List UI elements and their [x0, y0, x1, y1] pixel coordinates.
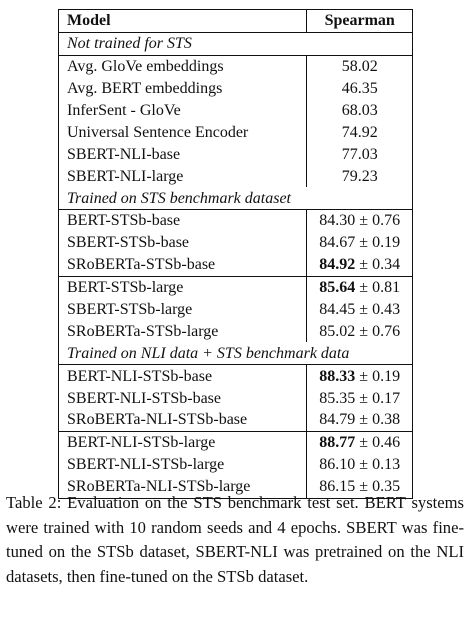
model-name-cell: Universal Sentence Encoder	[59, 121, 307, 143]
model-name-cell: BERT-NLI-STSb-large	[59, 431, 307, 453]
table-row	[59, 365, 413, 387]
table-row	[59, 100, 413, 122]
model-name-cell: SBERT-NLI-large	[59, 165, 307, 187]
score-value: 84.67	[319, 234, 356, 252]
model-name-cell: Avg. GloVe embeddings	[59, 55, 307, 77]
score-value: 85.64	[319, 279, 356, 297]
table-row	[59, 431, 413, 453]
section-header-row	[59, 187, 413, 209]
table-row	[59, 454, 413, 476]
score-value: 68.03	[341, 102, 378, 119]
score-value: 84.79	[319, 411, 356, 429]
spearman-score-cell	[307, 276, 413, 298]
score-value: 46.35	[341, 80, 378, 98]
table-header-row	[59, 10, 413, 33]
spearman-score-cell	[307, 365, 413, 387]
score-std-dev: ± 0.35	[355, 478, 401, 496]
model-name-cell: SBERT-NLI-STSb-base	[59, 387, 307, 409]
score-std-dev: ± 0.19	[355, 234, 401, 252]
section-title: Not trained for STS	[59, 32, 413, 55]
spearman-score-cell	[307, 143, 413, 165]
model-name-cell: SRoBERTa-STSb-base	[59, 254, 307, 276]
table-row	[59, 254, 413, 276]
model-name-cell: SRoBERTa-NLI-STSb-base	[59, 409, 307, 431]
score-value: 79.23	[341, 167, 378, 185]
score-value: 88.33	[319, 367, 356, 385]
table-row	[59, 78, 413, 100]
model-name-cell: InferSent - GloVe	[59, 100, 307, 122]
table-row	[59, 143, 413, 165]
spearman-score-cell	[307, 299, 413, 321]
spearman-score-cell	[307, 387, 413, 409]
spearman-score-cell	[307, 121, 413, 143]
table-row	[59, 276, 413, 298]
model-name-cell: SBERT-STSb-base	[59, 232, 307, 254]
score-value: 74.92	[341, 123, 378, 141]
table-body	[59, 32, 413, 498]
table-row	[59, 299, 413, 321]
results-table-container	[58, 9, 413, 499]
section-header-row	[59, 32, 413, 55]
table-caption: Table 2: Evaluation on the STS benchmark test set. BERT systems were trained with 10 random seeds and 4 epochs. SBERT was fine-tuned on the STSb dataset, SBERT-NLI was pretrained on the NLI datasets, then fine-tuned on the STSb dataset.	[6, 493, 464, 586]
spearman-score-cell	[307, 165, 413, 187]
table-row	[59, 210, 413, 232]
model-name-cell: SBERT-NLI-STSb-large	[59, 454, 307, 476]
table-row	[59, 165, 413, 187]
score-value: 85.02	[319, 322, 356, 340]
score-std-dev: ± 0.76	[355, 322, 401, 340]
spearman-score-cell	[307, 431, 413, 453]
spearman-score-cell	[307, 454, 413, 476]
model-name-cell: SRoBERTa-STSb-large	[59, 320, 307, 342]
model-name-cell: BERT-NLI-STSb-base	[59, 365, 307, 387]
model-name-cell: Avg. BERT embeddings	[59, 78, 307, 100]
spearman-score-cell	[307, 232, 413, 254]
model-name-cell: BERT-STSb-base	[59, 210, 307, 232]
score-value: 84.45	[319, 301, 356, 319]
model-name-cell: BERT-STSb-large	[59, 276, 307, 298]
score-std-dev: ± 0.81	[355, 279, 401, 297]
spearman-column-header: Spearman	[307, 10, 413, 33]
model-name-cell: SBERT-STSb-large	[59, 299, 307, 321]
score-std-dev: ± 0.76	[355, 212, 401, 230]
score-std-dev: ± 0.19	[355, 367, 401, 385]
model-column-header: Model	[59, 10, 307, 33]
model-name-cell: SBERT-NLI-base	[59, 143, 307, 165]
spearman-score-cell	[307, 55, 413, 77]
spearman-score-cell	[307, 409, 413, 431]
section-header-row	[59, 342, 413, 364]
table-row	[59, 387, 413, 409]
spearman-score-cell	[307, 254, 413, 276]
score-std-dev: ± 0.34	[355, 256, 401, 274]
score-value: 85.35	[319, 389, 356, 407]
table-row	[59, 232, 413, 254]
table-row	[59, 320, 413, 342]
score-value: 84.30	[319, 212, 356, 230]
section-title: Trained on STS benchmark dataset	[59, 187, 413, 209]
table-row	[59, 409, 413, 431]
score-value: 88.77	[319, 434, 356, 452]
score-std-dev: ± 0.38	[355, 411, 401, 429]
table-row	[59, 121, 413, 143]
score-std-dev: ± 0.46	[355, 434, 401, 452]
score-value: 86.10	[319, 456, 356, 474]
spearman-score-cell	[307, 210, 413, 232]
score-value: 58.02	[341, 58, 378, 76]
model-name-cell: SRoBERTa-NLI-STSb-large	[59, 476, 307, 498]
spearman-score-cell	[307, 100, 413, 122]
score-value: 84.92	[319, 256, 356, 274]
results-table	[58, 9, 413, 499]
score-std-dev: ± 0.17	[355, 389, 401, 407]
spearman-score-cell	[307, 320, 413, 342]
score-value: 86.15	[319, 478, 356, 496]
score-std-dev: ± 0.13	[355, 456, 401, 474]
spearman-score-cell	[307, 78, 413, 100]
score-std-dev: ± 0.43	[355, 301, 401, 319]
score-value: 77.03	[341, 145, 378, 163]
table-row	[59, 55, 413, 77]
section-title: Trained on NLI data + STS benchmark data	[59, 342, 413, 364]
